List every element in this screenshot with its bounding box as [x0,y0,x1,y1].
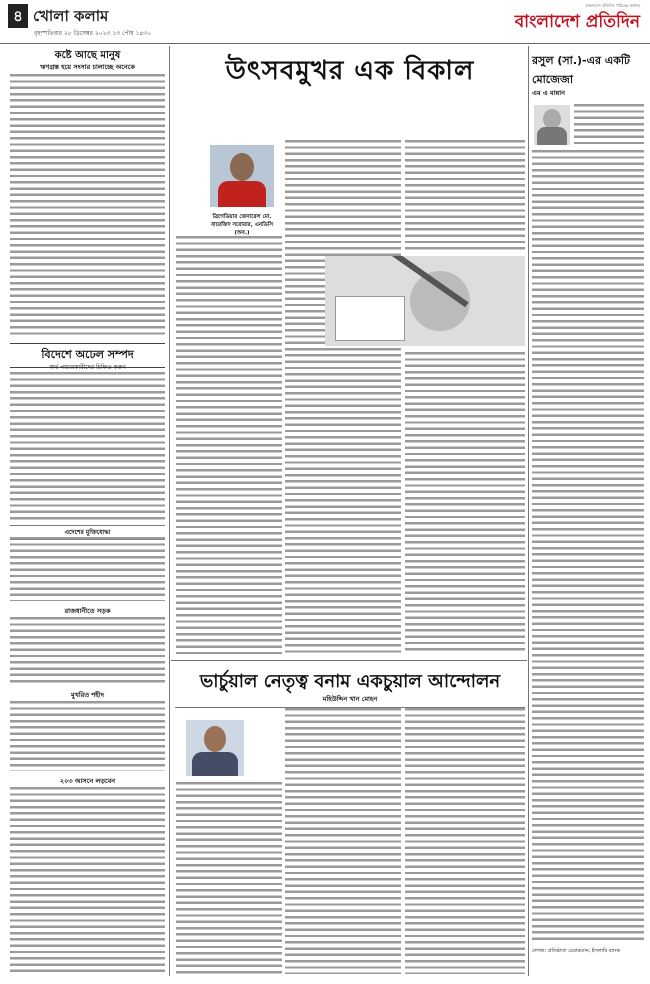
bottom-author: মহিউদ্দিন খান মোহন [175,694,525,708]
left-story2-title: বিদেশে অঢেল সম্পদ [10,343,165,368]
right-author-photo [534,105,570,145]
section-rule [171,660,527,661]
left-story-body [10,74,165,338]
right-footnote: লেখক: প্রতিষ্ঠাতা চেয়ারম্যান, ইসলামি ব্যাংক [532,948,621,954]
right-author-photo-body [537,127,567,145]
left-story2-subtitle: অর্থ পাচারকারীদের চিহ্নিত করুন [49,364,126,371]
page-number: ৪ [8,4,28,28]
right-headline: রসুল (সা.)-এর একটি মোজেজা [532,54,631,86]
bottom-author-photo-body [192,752,238,776]
dateline: বৃহস্পতিবার ২৮ ডিসেম্বর ২০২৩ ১৩ পৌষ ১৪৩০ [34,30,152,37]
left-story5-body [10,701,165,771]
paper-tagline: বাংলাদেশ প্রতিদিন পাঠকের কাগজ [585,3,640,8]
column-rule-right [528,46,529,976]
main-body-col4 [405,352,525,654]
bottom-author-photo-head [204,726,226,752]
illustration [325,256,525,346]
masthead [0,0,650,44]
bottom-body-col2 [285,708,401,974]
left-story4-head: রাজধানীতে সড়ক [10,606,165,618]
column-rule-left [169,46,170,976]
author-photo-body [218,181,266,207]
left-story3-head: এদেশের মুক্তিযোদ্ধা [10,525,165,540]
right-author-photo-head [543,109,561,129]
right-body-top [574,104,644,148]
left-story3-body [10,537,165,601]
right-author: এম এ মান্নান [532,89,565,97]
bottom-body-col1 [176,782,282,974]
main-body-col2 [285,140,401,654]
left-story-subtitle: ঋণগ্রস্ত হয়ে সংসার চালাচ্ছে অনেকে [40,63,135,71]
left-story-title: কষ্টে আছে মানুষ [54,50,121,61]
main-headline: উৎসবমুখর এক বিকাল [225,56,475,86]
author-photo [210,145,274,207]
paper-logo: বাংলাদেশ প্রতিদিন [514,12,640,32]
main-byline: ব্রিগেডিয়ার জেনারেল মো. বায়েজিদ সরোয়ার, এনডিসি (অব.) [210,214,274,236]
main-body-col1 [176,236,282,654]
left-story6-body [10,787,165,972]
bottom-author-photo [186,720,244,776]
left-story5-head: মুখরিত শহীদ [10,690,165,702]
left-story2-body [10,372,165,520]
bottom-body-col3 [405,708,525,974]
author-photo-head [230,153,254,181]
main-body-col3 [405,140,525,252]
illustration-paper [335,296,405,341]
bottom-headline: ভার্চুয়াল নেতৃত্ব বনাম একচুয়াল আন্দোলন [199,671,501,692]
left-story6-head: ২০৩ আসনে লড়বেন [10,776,165,788]
left-story4-body [10,617,165,685]
section-title: খোলা কলাম [33,7,109,25]
right-body [532,150,644,942]
